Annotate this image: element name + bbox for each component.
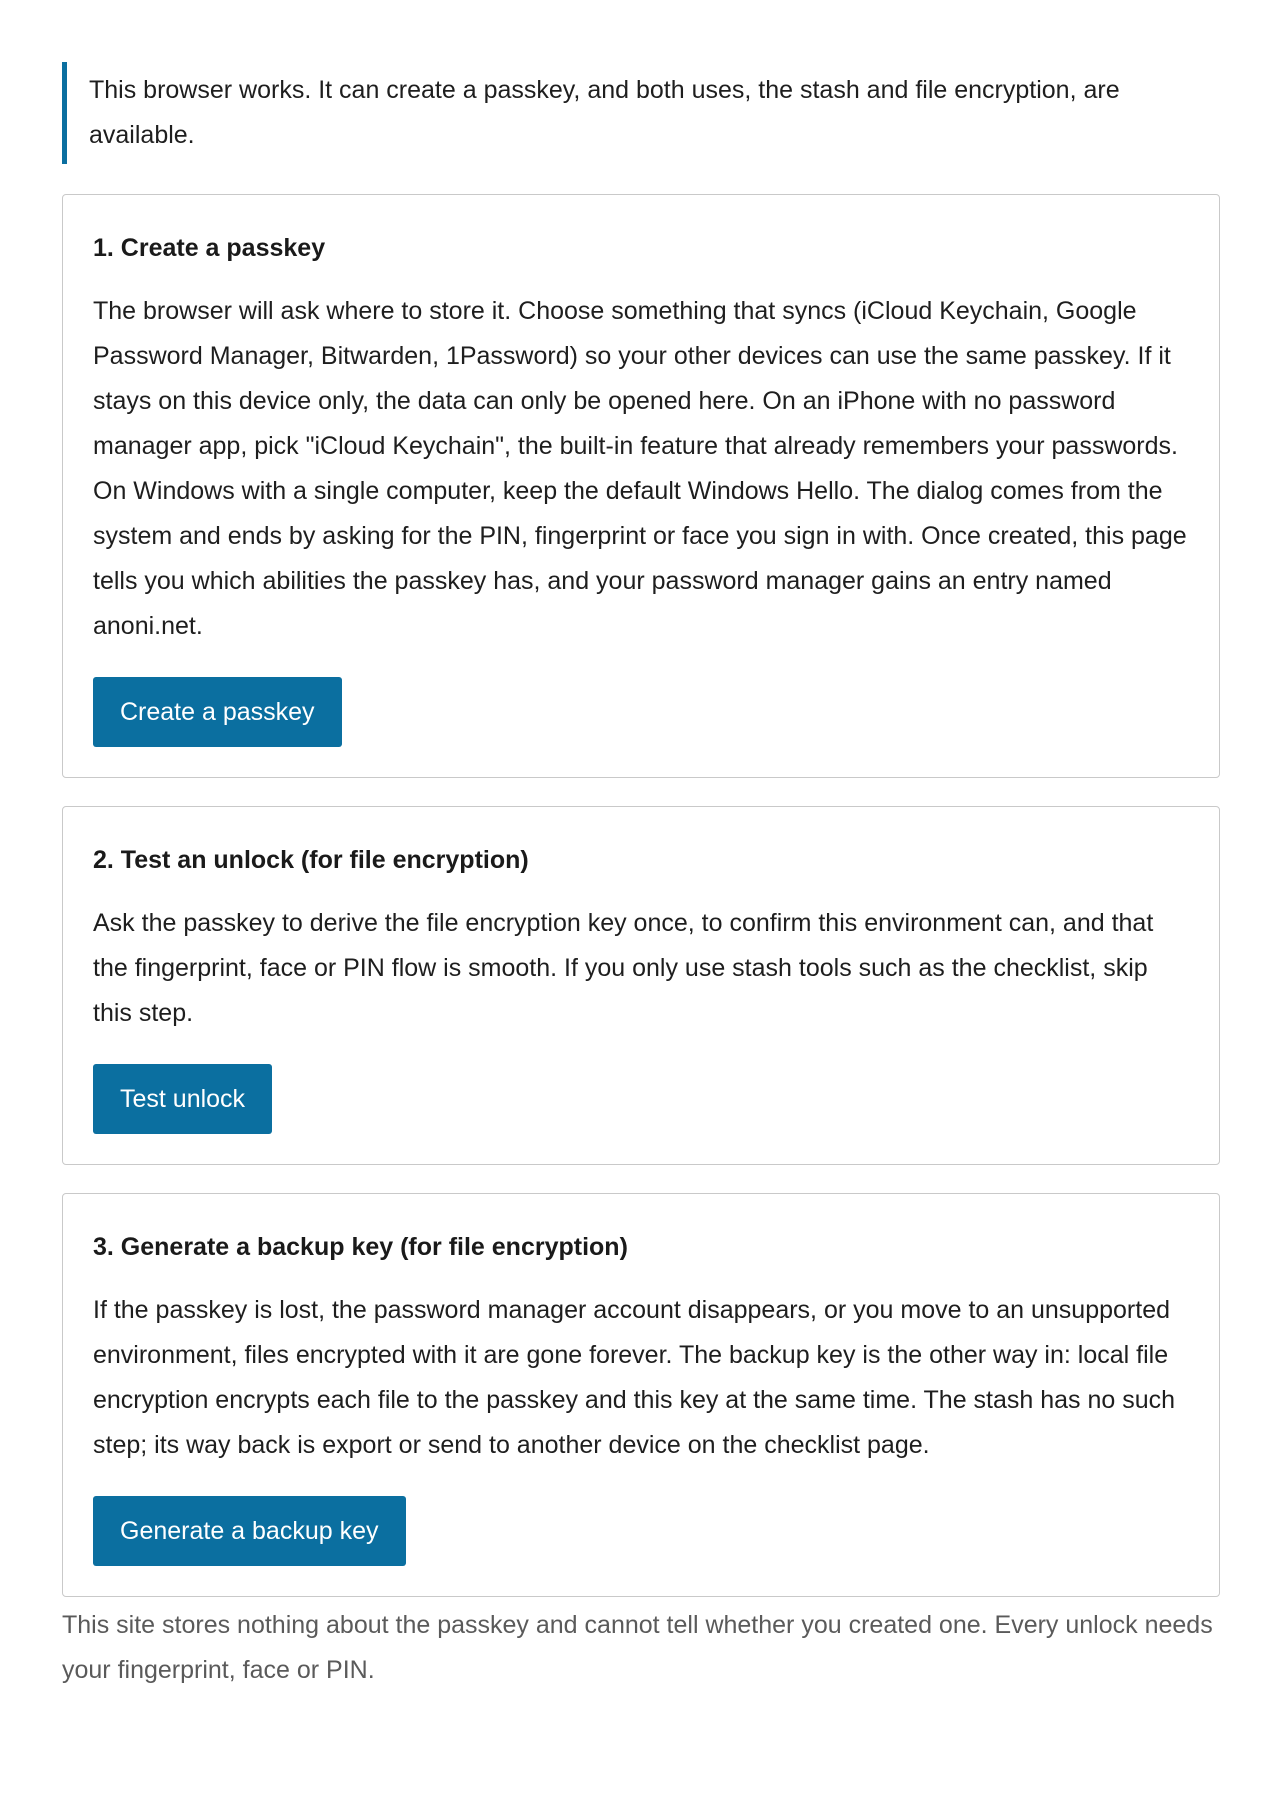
- step-card-backup-key: [62, 1193, 1220, 1597]
- step-title: 2. Test an unlock (for file encryption): [93, 846, 529, 874]
- step-title: 1. Create a passkey: [93, 234, 326, 262]
- create-passkey-button[interactable]: Create a passkey: [93, 677, 342, 747]
- step-description: Ask the passkey to derive the file encryption key once, to confirm this environment can, and that the fingerprint, face or PIN flow is smooth. If you only use stash tools such as the checklist, skip this step.: [93, 909, 1154, 1027]
- status-notice: This browser works. It can create a passkey, and both uses, the stash and file encryption, are available.: [62, 62, 1220, 164]
- step-card-test-unlock: [62, 806, 1220, 1165]
- step-title: 3. Generate a backup key (for file encryption): [93, 1233, 628, 1261]
- step-description: The browser will ask where to store it. Choose something that syncs (iCloud Keychain, Google Password Manager, Bitwarden, 1Password) so your other devices can use the same passkey. If it stays on this device only, the data can only be opened here. On an iPhone with no password manager app, pick "iCloud Keychain", the built-in feature that already remembers your passwords. On Windows with a single computer, keep the default Windows Hello. The dialog comes from the system and ends by asking for the PIN, fingerprint or face you sign in with. Once created, this page tells you which abilities the passkey has, and your password manager gains an entry named anoni.net.: [93, 297, 1187, 640]
- step-card-create-passkey: [62, 194, 1220, 778]
- test-unlock-button[interactable]: Test unlock: [93, 1064, 272, 1134]
- step-description: If the passkey is lost, the password manager account disappears, or you move to an unsupported environment, files encrypted with it are gone forever. The backup key is the other way in: local file encryption encrypts each file to the passkey and this key at the same time. The stash has no such step; its way back is export or send to another device on the checklist page.: [93, 1296, 1176, 1459]
- privacy-footnote: This site stores nothing about the passkey and cannot tell whether you created one. Every unlock needs your fingerprint, face or PIN.: [62, 1611, 1213, 1684]
- generate-backup-key-button[interactable]: Generate a backup key: [93, 1496, 406, 1566]
